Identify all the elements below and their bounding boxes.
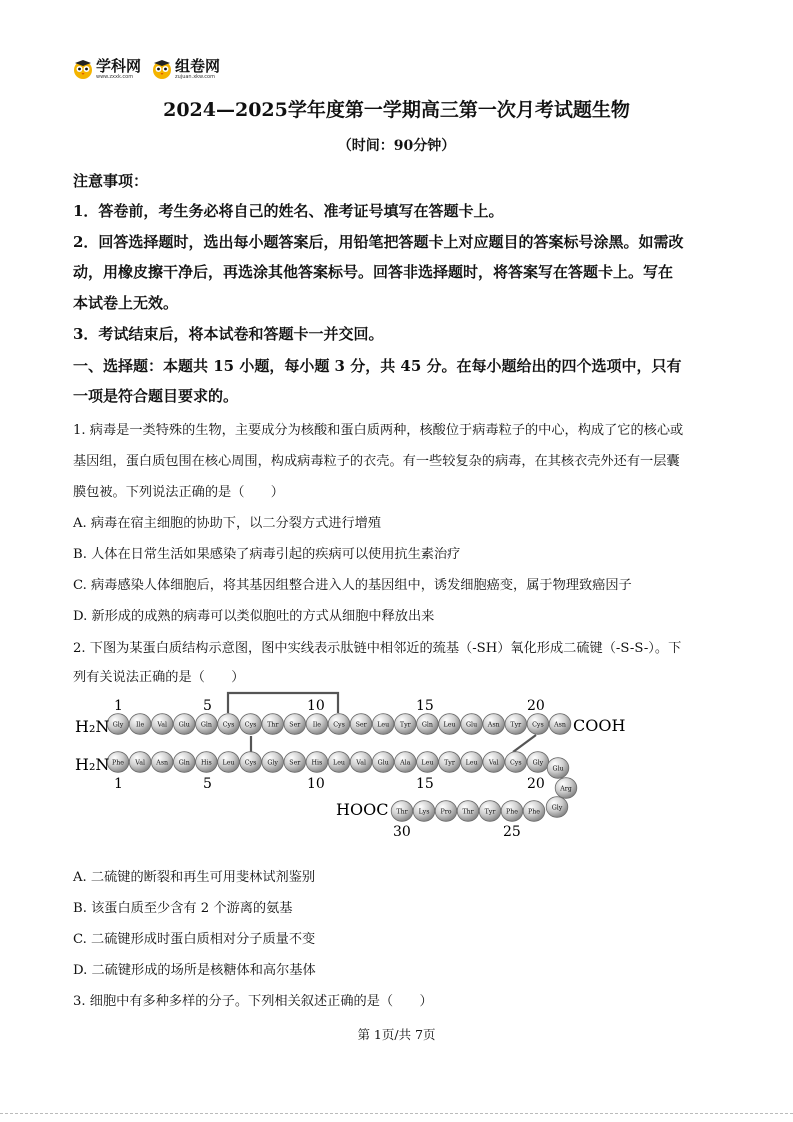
chain-a-residue-3-label: Val [157,721,168,729]
chain-b-residue-14-label: Ala [400,759,411,767]
chain-b-residue-3-label: Asn [156,759,169,767]
chain-b-residue-6-label: Leu [222,759,235,767]
chain-a-residue-4 [174,714,196,735]
chain-a-residue-16 [439,714,461,735]
chain-a-residue-8 [262,714,284,735]
chain-a-residue-11-label: Cys [333,721,345,729]
chain-b-position-5: 5 [203,776,212,792]
chain-a-residue-10-label: Ile [312,721,322,729]
chain-b-residue-29 [413,801,435,822]
q1-stem-line3: 膜包被。下列说法正确的是（ ） [73,485,284,500]
chain-a-residue-12-label: Ser [355,721,367,729]
chain-a-residue-12 [350,714,372,735]
exam-time: （时间：90分钟） [337,138,456,154]
q1-option-a: A. 病毒在宿主细胞的协助下，以二分裂方式进行增殖 [73,516,382,531]
chain-b-residue-17-label: Leu [465,759,478,767]
q1-option-c: C. 病毒感染人体细胞后，将其基因组整合进入人的基因组中，诱发细胞癌变，属于物理致癌因子 [73,578,632,593]
chain-a-position-1: 1 [114,698,123,714]
chain-b-residue-10 [306,752,328,773]
section1-line1: 一、选择题：本题共 15 小题，每小题 3 分，共 45 分。在每小题给出的四个选项中，只有 [73,357,682,375]
chain-b-residue-15-label: Leu [421,759,434,767]
logo-xuekewang [72,58,141,80]
chain-b-residue-4-label: Gln [178,759,190,767]
chain-a-residue-14 [395,714,417,735]
q2-option-a: A. 二硫键的断裂和再生可用斐林试剂鉴别 [73,870,316,885]
chain-a-residue-7-label: Cys [244,721,257,729]
chain-b-residue-25-label: Phe [505,808,519,816]
chain-b-residue-5-label: His [201,759,212,767]
notice-item-2-line3: 本试卷上无效。 [73,294,179,312]
chain-b-residue-5 [196,752,218,773]
chain-b-residue-19-label: Cys [509,759,522,767]
chain-b-position-15: 15 [416,776,434,792]
notice-heading: 注意事项： [73,172,149,190]
protein-structure-figure [0,690,793,845]
chain-b-residue-27-label: Thr [462,808,474,816]
chain-b-residue-6 [218,752,240,773]
chain-a-residue-18-label: Asn [487,721,500,729]
chain-a-residue-9 [284,714,306,735]
notice-item-1: 1．答卷前，考生务必将自己的姓名、准考证号填写在答题卡上。 [73,202,504,220]
page-title: 2024—2025学年度第一学期高三第一次月考试题生物 [163,99,630,121]
chain-b-position-1: 1 [114,776,123,792]
chain-a-residue-10 [306,714,328,735]
q1-option-b: B. 人体在日常生活如果感染了病毒引起的疾病可以使用抗生素治疗 [73,547,461,562]
q2-option-b: B. 该蛋白质至少含有 2 个游离的氨基 [73,901,293,916]
chain-b-residue-30-label: Thr [396,808,408,816]
chain-b-residue-26-label: Tyr [484,808,496,816]
chain-b-residue-23-label: Gly [551,804,563,812]
chain-a-n-terminus: H₂N [75,717,110,736]
chain-a-residue-4-label: Glu [178,721,190,729]
chain-a-residue-20-label: Cys [532,721,544,729]
chain-a-c-terminus: COOH [573,716,626,735]
chain-b-residue-11-label: Leu [333,759,345,767]
logo-name: 组卷网 [175,56,221,75]
owl-icon [72,58,94,80]
q2-option-d: D. 二硫键形成的场所是核糖体和高尔基体 [73,963,316,978]
chain-b-residue-30 [391,801,413,822]
chain-b-residue-4 [174,752,196,773]
chain-b-residue-1 [107,752,129,773]
chain-b-residue-10-label: His [311,759,323,767]
q2-option-c: C. 二硫键形成时蛋白质相对分子质量不变 [73,932,316,947]
chain-b-residue-16-label: Tyr [444,759,455,767]
chain-b-residue-29-label: Lys [418,808,430,816]
header-logos [72,58,220,80]
chain-b-position-20: 20 [527,776,545,792]
chain-a-residue-20 [527,714,549,735]
logo-name: 学科网 [96,56,142,75]
logo-url: zujuan.xkw.com [175,73,215,80]
logo-url: www.zxxk.com [96,73,134,80]
chain-b-position-10: 10 [307,776,325,792]
chain-b-residue-13-label: Glu [377,759,389,767]
chain-b-residue-8-label: Gly [267,759,279,767]
disulfide-bond-ab-2 [513,735,536,752]
chain-b-residue-13 [372,752,394,773]
q1-stem-line1: 1. 病毒是一类特殊的生物，主要成分为核酸和蛋白质两种，核酸位于病毒粒子的中心，构成了它的核心或 [73,423,684,438]
chain-a-residue-17-label: Glu [466,721,478,729]
chain-a-residue-14-label: Tyr [399,721,411,729]
chain-b-residue-1-label: Phe [111,759,125,767]
chain-b-residue-18 [483,752,505,773]
chain-b-residue-22 [555,778,577,799]
chain-a-residue-17 [461,714,483,735]
notice-item-2-line1: 2．回答选择题时，选出每小题答案后，用铅笔把答题卡上对应题目的答案标号涂黑。如需改 [73,233,684,251]
chain-b-residue-14 [395,752,417,773]
notice-item-3: 3．考试结束后，将本试卷和答题卡一并交回。 [73,325,384,343]
q3-stem-line1: 3. 细胞中有多种多样的分子。下列相关叙述正确的是（ ） [73,994,433,1009]
chain-b-residue-9 [284,752,306,773]
chain-b-residue-12 [350,752,372,773]
chain-b-residue-21 [547,758,569,779]
chain-b-residue-9-label: Ser [289,759,301,767]
notice-item-2-line2: 动，用橡皮擦干净后，再选涂其他答案标号。回答非选择题时，将答案写在答题卡上。写在 [73,263,674,281]
chain-b-residue-16 [439,752,461,773]
chain-b-residue-18-label: Val [488,759,499,767]
chain-a-residue-18 [483,714,505,735]
chain-a-residue-16-label: Leu [443,721,456,729]
chain-b-n-terminus: H₂N [75,755,110,774]
chain-b-residue-12-label: Val [356,759,366,767]
chain-a-residue-9-label: Ser [289,721,301,729]
chain-b-residue-21-label: Glu [552,765,564,773]
chain-a-residue-5 [196,714,218,735]
chain-b-residue-8 [262,752,284,773]
page-bottom-rule [0,1113,793,1114]
chain-b-residue-22-label: Arg [560,785,572,793]
q2-stem-line1: 2. 下图为某蛋白质结构示意图，图中实线表示肽链中相邻近的巯基（-SH）氧化形成二硫键（-S-S-）。下 [73,641,682,656]
chain-b-position-25: 25 [503,824,521,840]
chain-a-residue-19 [505,714,527,735]
chain-a-residue-13-label: Leu [377,721,390,729]
chain-a-residue-1-label: Gly [112,721,124,729]
owl-icon [151,58,173,80]
chain-b-c-terminus: HOOC [336,800,389,819]
chain-b-residue-24 [523,801,545,822]
section1-line2: 一项是符合题目要求的。 [73,387,239,405]
chain-a-residue-7 [240,714,262,735]
chain-b-residue-7-label: Cys [244,759,257,767]
chain-b-residue-25 [501,801,523,822]
chain-a-residue-15-label: Gln [421,721,433,729]
chain-b-position-30: 30 [393,824,411,840]
chain-a-position-5: 5 [203,698,212,714]
chain-b-residue-28 [435,801,457,822]
chain-b-residue-3 [151,752,173,773]
chain-a-residue-21 [549,714,571,735]
chain-b-residue-20 [527,752,549,773]
chain-a-position-10: 10 [307,698,325,714]
chain-b-residue-28-label: Pro [440,808,452,816]
logo-zujuanwang [151,58,220,80]
chain-a-residue-8-label: Thr [267,721,279,729]
chain-a-residue-6 [218,714,240,735]
chain-b-residue-27 [457,801,479,822]
chain-b-residue-23 [546,797,568,818]
page-footer: 第 1页/共 7页 [357,1027,436,1042]
chain-a-position-20: 20 [527,698,545,714]
q1-stem-line2: 基因组，蛋白质包围在核心周围，构成病毒粒子的衣壳。有一些较复杂的病毒，在其核衣壳外还有一层囊 [73,454,680,469]
chain-a-position-15: 15 [416,698,434,714]
chain-a-residue-3 [151,714,173,735]
chain-a-residue-2 [129,714,151,735]
q2-stem-line2: 列有关说法正确的是（ ） [73,670,245,685]
chain-b-residue-2 [129,752,151,773]
chain-a-residue-15 [417,714,439,735]
chain-b-residue-20-label: Gly [532,759,544,767]
chain-a-residue-2-label: Ile [135,721,145,729]
chain-b-residue-11 [328,752,350,773]
chain-b-residue-26 [479,801,501,822]
chain-a-residue-5-label: Gln [200,721,212,729]
chain-b-residue-19 [505,752,527,773]
chain-a-residue-13 [372,714,394,735]
chain-a-residue-19-label: Tyr [510,721,522,729]
chain-b-residue-7 [240,752,262,773]
chain-b-residue-2-label: Val [135,759,145,767]
chain-a-residue-1 [107,714,129,735]
chain-a-residue-6-label: Cys [222,721,235,729]
chain-b-residue-17 [461,752,483,773]
chain-a-residue-21-label: Asn [554,721,566,729]
q1-option-d: D. 新形成的成熟的病毒可以类似胞吐的方式从细胞中释放出来 [73,609,435,624]
chain-b-residue-24-label: Phe [527,808,541,816]
chain-b-residue-15 [417,752,439,773]
chain-a-residue-11 [328,714,350,735]
